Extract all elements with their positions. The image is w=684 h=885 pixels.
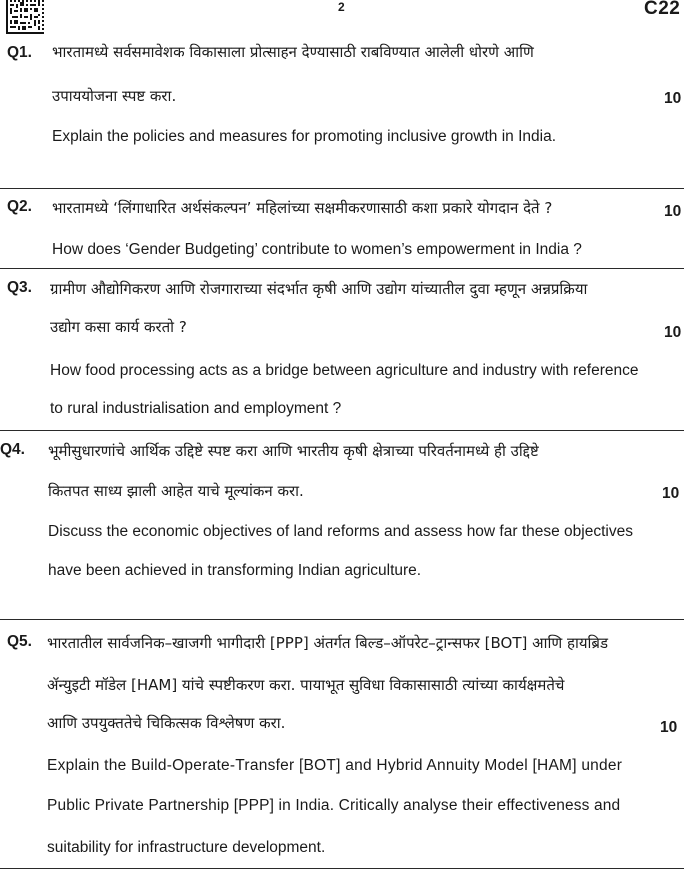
question-number: Q2.: [7, 198, 32, 215]
question-text-english: Explain the Build-Operate-Transfer [BOT] and Hybrid Annuity Model [HAM] under: [47, 757, 623, 774]
question-text-marathi: कितपत साध्य झाली आहेत याचे मूल्यांकन करा.: [48, 482, 304, 500]
divider: [0, 268, 684, 269]
question-text-marathi: ग्रामीण औद्योगिकरण आणि रोजगाराच्या संदर्भात कृषी आणि उद्योग यांच्यातील दुवा म्हणून अन्नप्रक्रिया: [50, 280, 588, 298]
marks: 10: [660, 719, 678, 736]
marks: 10: [664, 203, 682, 220]
divider: [0, 430, 684, 431]
question-text-marathi: भारतामध्ये सर्वसमावेशक विकासाला प्रोत्साहन देण्यासाठी राबविण्यात आलेली धोरणे आणि: [52, 43, 534, 61]
divider: [0, 868, 684, 869]
question-number: Q3.: [7, 279, 32, 296]
marks: 10: [664, 90, 682, 107]
question-text-english: Discuss the economic objectives of land reforms and assess how far these objectives: [48, 523, 633, 540]
question-text-marathi: उद्योग कसा कार्य करतो ?: [50, 318, 187, 336]
question-text-english: to rural industrialisation and employment ?: [50, 400, 342, 417]
question-text-marathi: भारतामध्ये ‘लिंगाधारित अर्थसंकल्पन’ महिलांच्या सक्षमीकरणासाठी कशा प्रकारे योगदान देते ?: [52, 199, 553, 217]
page-number: 2: [338, 0, 345, 14]
paper-code: C22: [644, 0, 681, 19]
question-text-marathi: उपाययोजना स्पष्ट करा.: [52, 87, 177, 105]
question-number: Q4.: [0, 441, 25, 458]
marks: 10: [664, 324, 682, 341]
divider: [0, 188, 684, 189]
question-text-marathi: भूमीसुधारणांचे आर्थिक उद्दिष्टे स्पष्ट करा आणि भारतीय कृषी क्षेत्राच्या परिवर्तनामध्ये ही उद्दिष्टे: [48, 442, 539, 460]
question-text-english: have been achieved in transforming Indian agriculture.: [48, 562, 422, 579]
question-text-marathi: ॲन्युइटी मॉडेल [HAM] यांचे स्पष्टीकरण करा. पायाभूत सुविधा विकासासाठी त्यांच्या कार्यक्षमतेचे: [47, 676, 565, 694]
question-text-english: Public Private Partnership [PPP] in India. Critically analyse their effectiveness and: [47, 797, 621, 814]
marks: 10: [662, 485, 680, 502]
divider: [0, 619, 684, 620]
question-number: Q5.: [7, 633, 32, 650]
question-text-marathi: भारतातील सार्वजनिक–खाजगी भागीदारी [PPP] अंतर्गत बिल्ड–ऑपरेट–ट्रान्सफर [BOT] आणि हायब्रिड: [47, 634, 609, 652]
question-text-english: How food processing acts as a bridge between agriculture and industry with reference: [50, 362, 639, 379]
question-text-english: How does ‘Gender Budgeting’ contribute to women’s empowerment in India ?: [52, 241, 582, 258]
question-text-english: Explain the policies and measures for promoting inclusive growth in India.: [52, 128, 557, 145]
question-text-english: suitability for infrastructure development.: [47, 839, 326, 856]
datamatrix-code-icon: [6, 0, 44, 34]
question-text-marathi: आणि उपयुक्ततेचे चिकित्सक विश्लेषण करा.: [47, 714, 286, 732]
question-number: Q1.: [7, 44, 32, 61]
